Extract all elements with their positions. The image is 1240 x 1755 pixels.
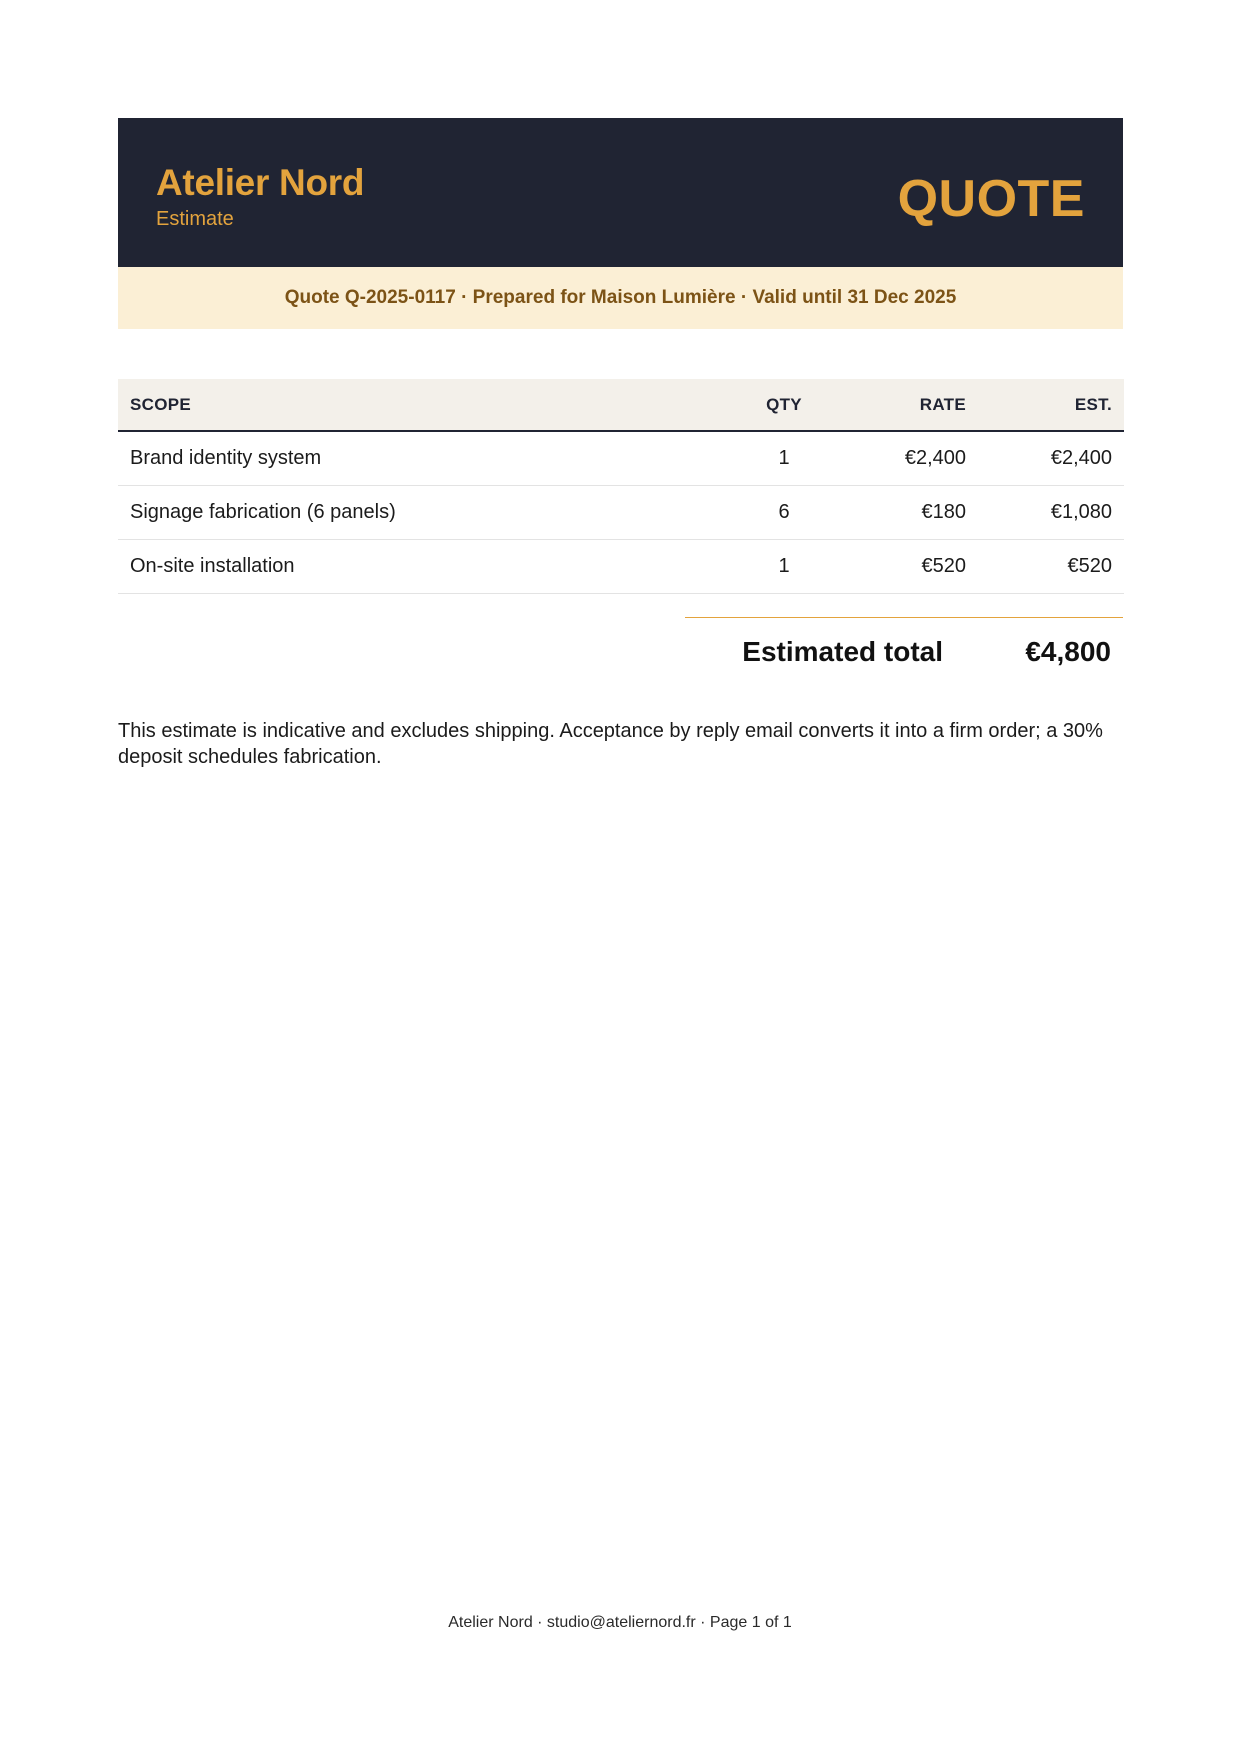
column-header-qty: QTY xyxy=(732,379,836,431)
quote-meta-band xyxy=(118,267,1123,329)
total-value: €4,800 xyxy=(1025,636,1111,667)
document-type-title: QUOTE xyxy=(897,170,1085,228)
row-scope: Signage fabrication (6 panels) xyxy=(118,486,732,540)
total-label: Estimated total xyxy=(742,636,943,667)
row-qty: 1 xyxy=(732,431,836,486)
row-rate: €520 xyxy=(836,540,978,594)
column-header-rate: RATE xyxy=(836,379,978,431)
column-header-est: EST. xyxy=(978,379,1124,431)
line-items-table xyxy=(118,379,1124,594)
header-band xyxy=(118,118,1123,267)
page-footer: Atelier Nord · studio@ateliernord.fr · Page 1 of 1 xyxy=(448,1614,792,1631)
quote-page xyxy=(118,118,1123,790)
estimated-total-row xyxy=(685,618,1123,680)
row-est: €2,400 xyxy=(978,431,1124,486)
row-rate: €2,400 xyxy=(836,431,978,486)
table-row xyxy=(118,540,1124,594)
quote-meta-text: Quote Q-2025-0117 · Prepared for Maison Lumière · Valid until 31 Dec 2025 xyxy=(284,287,957,308)
table-row xyxy=(118,486,1124,540)
row-scope: On-site installation xyxy=(118,540,732,594)
brand-subtitle: Estimate xyxy=(156,208,234,230)
table-header-row xyxy=(118,379,1124,431)
row-scope: Brand identity system xyxy=(118,431,732,486)
row-qty: 1 xyxy=(732,540,836,594)
row-qty: 6 xyxy=(732,486,836,540)
table-row xyxy=(118,431,1124,486)
row-est: €520 xyxy=(978,540,1124,594)
terms-note: This estimate is indicative and excludes shipping. Acceptance by reply email converts it into a firm order; a 30% deposit schedules fabrication. xyxy=(118,720,1103,768)
row-est: €1,080 xyxy=(978,486,1124,540)
column-header-scope: SCOPE xyxy=(118,379,732,431)
brand-name: Atelier Nord xyxy=(156,162,365,203)
row-rate: €180 xyxy=(836,486,978,540)
